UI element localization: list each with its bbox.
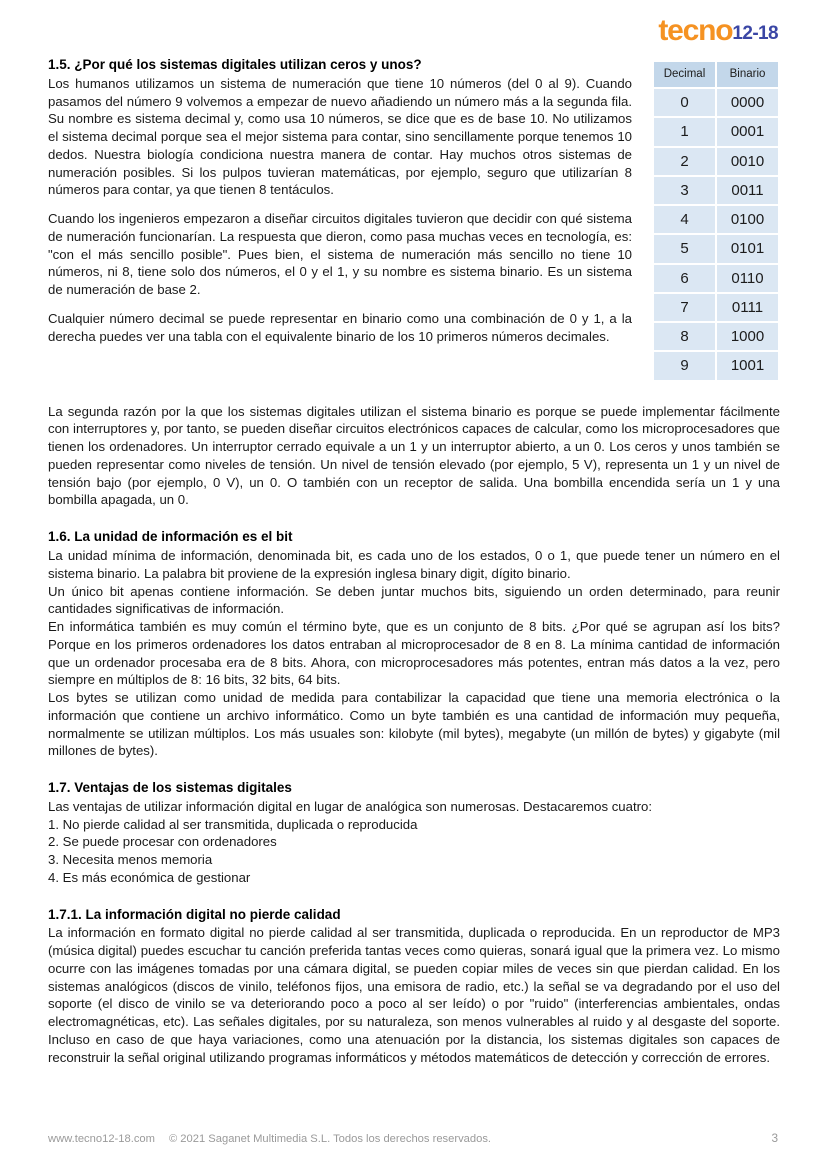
cell-binary: 0000: [717, 89, 778, 116]
section-heading-1-6: 1.6. La unidad de información es el bit: [48, 529, 293, 545]
cell-decimal: 2: [654, 148, 715, 175]
section-heading-1-7: 1.7. Ventajas de los sistemas digitales: [48, 780, 292, 796]
table-row: [654, 177, 778, 204]
section-spacer: [48, 760, 780, 779]
cell-decimal: 4: [654, 206, 715, 233]
cell-decimal: 0: [654, 89, 715, 116]
cell-decimal: 8: [654, 323, 715, 350]
cell-binary: 0011: [717, 177, 778, 204]
footer-page-number: 3: [771, 1131, 778, 1145]
table-header-row: [654, 62, 778, 87]
decimal-binary-table: [652, 60, 780, 382]
cell-binary: 0100: [717, 206, 778, 233]
section-1-6-paragraph-1: La unidad mínima de información, denominada bit, es cada uno de los estados, 0 o 1, que puede tener un número en el sistema binario. La palabra bit proviene de la expresión inglesa binary digit, dígito binario.: [48, 548, 780, 581]
section-1-5-paragraph-1: Los humanos utilizamos un sistema de numeración que tiene 10 números (del 0 al 9). Cuando pasamos del número 9 volvemos a empezar de nuevo añadiendo un número más a la segunda fila. Su nombre es sistema decimal y, como usa 10 números, se dice que es de base 10. No utilizamos el sistema decimal porque sea el mejor sistema para contar, sino sencillamente porque tenemos 10 dedos. Nuestra biología condiciona nuestra manera de contar. Hay muchos otros sistemas de numeración posibles. Si los pulpos tuvieran matemáticas, por ejemplo, seguro que utilizarían 8 números para contar, ya que tienen 8 tentáculos.: [48, 75, 632, 198]
cell-binary: 0111: [717, 294, 778, 321]
cell-binary: 1000: [717, 323, 778, 350]
advantages-list: [48, 816, 780, 887]
cell-decimal: 5: [654, 235, 715, 262]
cell-decimal: 7: [654, 294, 715, 321]
list-item: 1. No pierde calidad al ser transmitida, duplicada o reproducida: [48, 816, 418, 832]
table-row: [654, 148, 778, 175]
section-heading-1-7-1: 1.7.1. La información digital no pierde calidad: [48, 906, 341, 922]
cell-binary: 0001: [717, 118, 778, 145]
paragraph-spacer: [48, 388, 780, 403]
table-header-decimal: Decimal: [654, 62, 715, 87]
section-1-6-paragraph-3: En informática también es muy común el término byte, que es un conjunto de 8 bits. ¿Por qué se agrupan así los bits? Porque en los primeros ordenadores los datos entraban al microprocesador de 8 en 8. La mínima cantidad de información que un ordenador procesaba era de 8 bits. Ahora, con microprocesadores más potentes, entran más datos a la vez, pero siempre en múltiplos de 8: 16 bits, 32 bits, 64 bits.: [48, 619, 780, 688]
page-footer: [48, 1131, 780, 1145]
brand-logo: [658, 16, 778, 46]
logo-text-primary: tecno: [658, 14, 733, 47]
table-header-binario: Binario: [717, 62, 778, 87]
section-spacer: [48, 887, 780, 906]
logo-text-secondary: 12-18: [732, 23, 778, 44]
cell-decimal: 1: [654, 118, 715, 145]
section-1-7-1-paragraph-1: La información en formato digital no pierde calidad al ser transmitida, duplicada o reproducida. En un reproductor de MP3 (música digital) puedes escuchar tu canción preferida tantas veces como quieras, sonará igual que la primera vez. Lo mismo ocurre con las imágenes tomadas por una cámara digital, se pueden copiar miles de veces sin que pierdan calidad. En los sistemas analógicos (discos de vinilo, teléfonos fijos, una emisora de radio, etc.) la señal se va degradando por el uso del soporte (el disco de vinilo se va deteriorando poco a poco al ser leído) o por "ruido" (interferencias ambientales, ondas electromagnéticas, etc). Las señales digitales, por su naturaleza, son menos vulnerables al ruido y al desgaste del soporte. Incluso en caso de que haya variaciones, como una atenuación por la distancia, los sistemas digitales son capaces de reconstruir la señal original utilizando programas informáticos y métodos matemáticos de detección y corrección de errores.: [48, 925, 780, 1065]
table-row: [654, 89, 778, 116]
table-row: [654, 352, 778, 379]
section-heading-1-5: 1.5. ¿Por qué los sistemas digitales utilizan ceros y unos?: [48, 57, 422, 72]
cell-binary: 1001: [717, 352, 778, 379]
cell-decimal: 6: [654, 265, 715, 292]
cell-decimal: 3: [654, 177, 715, 204]
list-item: 2. Se puede procesar con ordenadores: [48, 834, 277, 850]
section-1-5-paragraph-3: Cualquier número decimal se puede representar en binario como una combinación de 0 y 1, a la derecha puedes ver una tabla con el equivalente binario de los 10 primeros números decimales.: [48, 310, 632, 344]
table-row: [654, 206, 778, 233]
cell-binary: 0010: [717, 148, 778, 175]
footer-left-group: [48, 1133, 491, 1145]
section-1-5-paragraph-2: Cuando los ingenieros empezaron a diseñar circuitos digitales tuvieron que decidir con qué sistema de numeración funcionarían. La respuesta que dieron, como pasa muchas veces en tecnología, es: "con el más sencillo posible". Pues bien, el sistema de numeración más sencillo no tiene 10 números, ni 8, tiene solo dos números, el 0 y el 1, y su nombre es sistema binario. Es un sistema de numeración de base 2.: [48, 211, 632, 298]
section-1-7-intro: Las ventajas de utilizar información digital en lugar de analógica son numerosas. Destacaremos cuatro:: [48, 798, 653, 814]
cell-binary: 0110: [717, 265, 778, 292]
footer-website[interactable]: www.tecno12-18.com: [48, 1133, 155, 1145]
binary-table-container: [652, 60, 780, 382]
list-item: 4. Es más económica de gestionar: [48, 869, 251, 885]
document-body: [48, 56, 780, 1066]
table-row: [654, 265, 778, 292]
table-row: [654, 118, 778, 145]
table-row: [654, 323, 778, 350]
footer-copyright: © 2021 Saganet Multimedia S.L. Todos los derechos reservados.: [168, 1133, 492, 1145]
section-spacer: [48, 509, 780, 528]
cell-binary: 0101: [717, 235, 778, 262]
table-row: [654, 235, 778, 262]
section-1-5-paragraph-4: La segunda razón por la que los sistemas digitales utilizan el sistema binario es porque se puede implementar fácilmente con interruptores y, por tanto, se pueden diseñar circuitos electrónicos capaces de calcular, como los microprocesadores que tienen los ordenadores. Un interruptor cerrado equivale a un 1 y un interruptor abierto, a un 0. Los ceros y unos también se pueden representar como niveles de tensión. Un nivel de tensión elevado (por ejemplo, 5 V), representa un 1 y un nivel de tensión bajo (por ejemplo, 0 V), un 0. O también con un receptor de salida. Una bombilla encendida sería un 1 y una bombilla apagada, un 0.: [48, 403, 780, 508]
cell-decimal: 9: [654, 352, 715, 379]
section-1-6-paragraph-4: Los bytes se utilizan como unidad de medida para contabilizar la capacidad que tiene una memoria electrónica o la información que contiene un archivo informático. Como un byte también es una cantidad de información muy pequeña, normalmente se utilizan múltiplos. Los más usuales son: kilobyte (mil bytes), megabyte (un millón de bytes) y gigabyte (mil millones de bytes).: [48, 690, 780, 759]
section-1-6-paragraph-2: Un único bit apenas contiene información. Se deben juntar muchos bits, siguiendo un orden determinado, para reunir cantidades significativas de información.: [48, 583, 780, 617]
table-row: [654, 294, 778, 321]
list-item: 3. Necesita menos memoria: [48, 852, 213, 868]
